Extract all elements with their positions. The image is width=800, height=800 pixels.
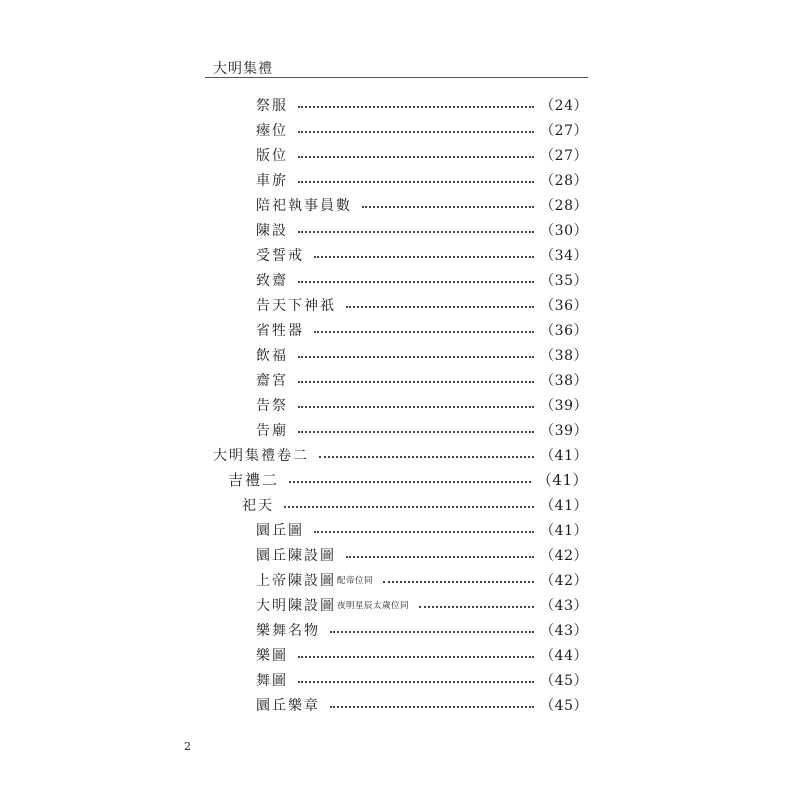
toc-entry-page: （28） (540, 172, 588, 189)
toc-entry-page: （28） (540, 197, 588, 214)
toc-entry-page: （44） (540, 647, 588, 664)
dot-leader (362, 206, 534, 208)
toc-entry-page: （27） (540, 122, 588, 139)
toc-entry (256, 392, 588, 417)
toc-entry (213, 442, 588, 467)
toc-entry (256, 267, 588, 292)
toc-entry (256, 667, 588, 692)
toc-entry (256, 317, 588, 342)
dot-leader (298, 356, 534, 358)
toc-entry (256, 167, 588, 192)
dot-leader (314, 331, 534, 333)
dot-leader (298, 281, 534, 283)
toc-entry-title: 樂舞名物 (256, 622, 320, 639)
toc-entry-title: 上帝陳設圖 (256, 572, 336, 589)
toc-entry-title: 省牲器 (256, 322, 304, 339)
toc-entry-page: （35） (540, 272, 588, 289)
toc-entry-title: 吉禮二 (228, 471, 280, 489)
toc-entry-title: 圜丘樂章 (256, 697, 320, 714)
dot-leader (330, 631, 534, 633)
dot-leader (298, 431, 534, 433)
toc-entry-page: （45） (540, 672, 588, 689)
toc-entry-page: （41） (540, 497, 588, 514)
toc-entry-title: 大明陳設圖 (256, 597, 336, 614)
dot-leader (284, 506, 534, 508)
dot-leader (330, 706, 534, 708)
toc-entry-page: （24） (540, 97, 588, 114)
toc-entry (256, 242, 588, 267)
toc-entry-title: 致齋 (256, 272, 288, 289)
toc-entry-page: （38） (540, 372, 588, 389)
toc-entry-title: 大明集禮卷二 (213, 447, 309, 464)
toc-entry-page: （42） (540, 572, 588, 589)
toc-entry-page: （39） (540, 397, 588, 414)
toc-entry-page: （34） (540, 247, 588, 264)
toc-entry-page: （36） (540, 322, 588, 339)
toc-entry-page: （45） (540, 697, 588, 714)
toc-entry-page: （43） (540, 597, 588, 614)
dot-leader (346, 556, 534, 558)
dot-leader (298, 681, 534, 683)
toc-entry (256, 342, 588, 367)
toc-entry-page: （27） (540, 147, 588, 164)
toc-entry-page: （41） (536, 471, 588, 489)
toc-entry (228, 467, 588, 492)
toc-entry (256, 217, 588, 242)
toc-entry (256, 592, 588, 617)
toc-entry (256, 567, 588, 592)
toc-entry-page: （39） (540, 422, 588, 439)
toc-entry-page: （30） (540, 222, 588, 239)
toc-entry (256, 617, 588, 642)
toc-entry (256, 142, 588, 167)
dot-leader (298, 656, 534, 658)
toc-entry-title: 齋宮 (256, 372, 288, 389)
dot-leader (383, 581, 534, 583)
dot-leader (346, 306, 534, 308)
toc-entry (256, 542, 588, 567)
dot-leader (298, 156, 534, 158)
dot-leader (298, 131, 534, 133)
toc-entry (256, 367, 588, 392)
header-rule (205, 77, 588, 78)
toc-entry-note: 夜明星辰太歲位同 (337, 600, 410, 611)
toc-entry (256, 292, 588, 317)
toc-entry-title: 受誓戒 (256, 247, 304, 264)
toc-entry-page: （36） (540, 297, 588, 314)
toc-entry-title: 圜丘陳設圖 (256, 547, 336, 564)
toc-entry-title: 樂圖 (256, 647, 288, 664)
dot-leader (298, 231, 534, 233)
toc-entry-page: （41） (540, 447, 588, 464)
dot-leader (298, 406, 534, 408)
toc-entry-page: （38） (540, 347, 588, 364)
toc-entry-title: 版位 (256, 147, 288, 164)
toc-entry-note: 配帝位同 (337, 575, 374, 586)
running-header: 大明集禮 (213, 61, 273, 77)
toc-entry-title: 飲福 (256, 347, 288, 364)
toc-entry (256, 692, 588, 717)
toc-entry-title: 祭服 (256, 97, 288, 114)
toc-entry (256, 92, 588, 117)
toc-entry-title: 告祭 (256, 397, 288, 414)
toc-entry (256, 517, 588, 542)
toc-entry-title: 舞圖 (256, 672, 288, 689)
toc-entry-title: 祀天 (242, 497, 274, 514)
toc-entry-title: 陳設 (256, 222, 288, 239)
dot-leader (289, 481, 531, 483)
toc-entry (256, 192, 588, 217)
toc-entry-page: （41） (540, 522, 588, 539)
toc-entry-title: 圜丘圖 (256, 522, 304, 539)
dot-leader (319, 456, 534, 458)
dot-leader (419, 606, 534, 608)
toc-entry (242, 492, 588, 517)
dot-leader (314, 531, 534, 533)
dot-leader (298, 381, 534, 383)
dot-leader (298, 106, 534, 108)
toc-entry-title: 陪祀執事員數 (256, 197, 352, 214)
toc-entry-title: 告天下神祇 (256, 297, 336, 314)
toc-entry-title: 車旂 (256, 172, 288, 189)
toc-entry (256, 417, 588, 442)
dot-leader (314, 256, 534, 258)
dot-leader (298, 181, 534, 183)
toc-entry-title: 告廟 (256, 422, 288, 439)
toc-entry-page: （43） (540, 622, 588, 639)
toc-entry-title: 瘞位 (256, 122, 288, 139)
toc-entry (256, 117, 588, 142)
page-number: 2 (184, 740, 191, 753)
toc-entry (256, 642, 588, 667)
toc-entry-page: （42） (540, 547, 588, 564)
